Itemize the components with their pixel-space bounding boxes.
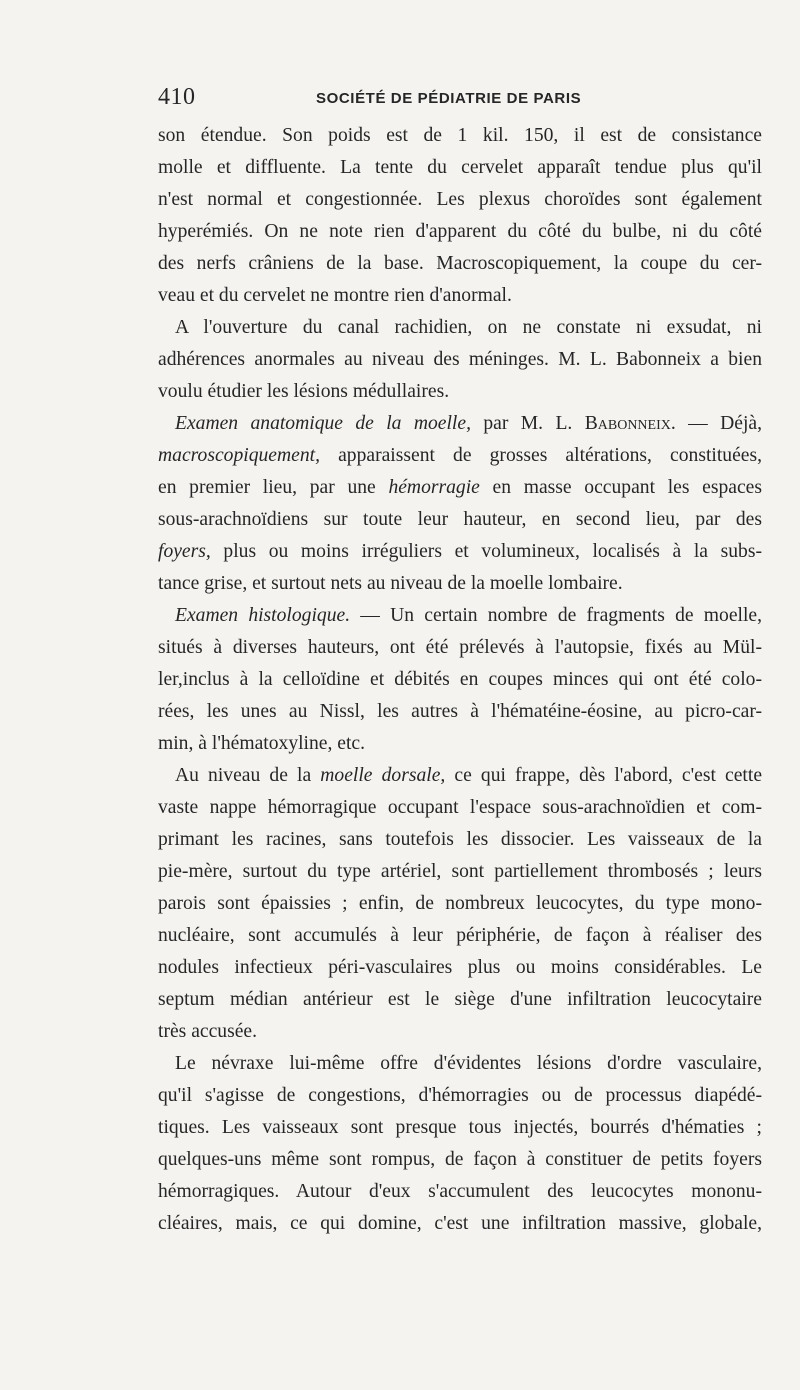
- text-run: ce qui frappe, dès l'abord, c'est cette: [445, 765, 763, 786]
- text-line: adhérences anormales au niveau des méninges. M. L. Babonneix a bien: [158, 349, 762, 370]
- text-line: rées, les unes au Nissl, les autres à l'hématéine-éosine, au picro-car-: [158, 701, 762, 722]
- text-line: cléaires, mais, ce qui domine, c'est une infiltration massive, globale,: [158, 1213, 762, 1234]
- author-name: Babonneix: [584, 413, 671, 434]
- text-line: septum médian antérieur est le siège d'une infiltration leucocytaire: [158, 989, 762, 1010]
- text-line: primant les racines, sans toutefois les dissocier. Les vaisseaux de la: [158, 829, 762, 850]
- text-line: veau et du cervelet ne montre rien d'anormal.: [158, 285, 512, 306]
- text-line: nodules infectieux péri-vasculaires plus ou moins considérables. Le: [158, 957, 762, 978]
- text-line: des nerfs crâniens de la base. Macroscopiquement, la coupe du cer-: [158, 253, 762, 274]
- text-line: hémorragiques. Autour d'eux s'accumulent des leucocytes mononu-: [158, 1181, 762, 1202]
- text-line: [158, 760, 762, 792]
- text-line: n'est normal et congestionnée. Les plexus choroïdes sont également: [158, 189, 762, 210]
- text-line: [158, 408, 762, 440]
- text-line: sous-arachnoïdiens sur toute leur hauteur, en second lieu, par des: [158, 509, 762, 530]
- paragraph-5: [158, 760, 762, 1048]
- text-run: — Un certain nombre de fragments de moelle,: [350, 605, 762, 626]
- page-number: 410: [158, 84, 196, 110]
- paragraph-2: [158, 312, 762, 408]
- text-line: qu'il s'agisse de congestions, d'hémorragies ou de processus diapédé-: [158, 1085, 762, 1106]
- text-line: tance grise, et surtout nets au niveau de la moelle lombaire.: [158, 573, 623, 594]
- text-line: pie-mère, surtout du type artériel, sont partiellement thrombosés ; leurs: [158, 861, 762, 882]
- paragraph-4: [158, 600, 762, 760]
- text-line: [158, 600, 762, 632]
- text-line: son étendue. Son poids est de 1 kil. 150, il est de consistance: [158, 125, 762, 146]
- paragraph-3: [158, 408, 762, 600]
- text-line: molle et diffluente. La tente du cervelet apparaît tendue plus qu'il: [158, 157, 762, 178]
- text-line: très accusée.: [158, 1021, 257, 1042]
- text-line: quelques-uns même sont rompus, de façon à constituer de petits foyers: [158, 1149, 762, 1170]
- text-line: [158, 472, 762, 504]
- paragraph-6: [158, 1048, 762, 1240]
- body-text: [158, 120, 762, 1240]
- text-line: ler,inclus à la celloïdine et débités en coupes minces qui ont été colo-: [158, 669, 762, 690]
- text-run: plus ou moins irréguliers et volumineux, localisés à la subs-: [210, 541, 762, 562]
- text-run: . — Déjà,: [670, 413, 762, 434]
- page-header: [158, 84, 758, 116]
- section-heading: Examen histologique.: [175, 605, 351, 626]
- text-line: situés à diverses hauteurs, ont été prélevés à l'autopsie, fixés au Mül-: [158, 637, 762, 658]
- paragraph-1: [158, 120, 762, 312]
- text-run: en masse occupant les espaces: [479, 477, 762, 498]
- text-line: A l'ouverture du canal rachidien, on ne constate ni exsudat, ni: [175, 317, 762, 338]
- text-line: nucléaire, sont accumulés à leur périphérie, de façon à réaliser des: [158, 925, 762, 946]
- text-line: [158, 440, 762, 472]
- text-run: par M. L.: [470, 413, 585, 434]
- text-line: parois sont épaissies ; enfin, de nombreux leucocytes, du type mono-: [158, 893, 762, 914]
- text-line: Le névraxe lui-même offre d'évidentes lésions d'ordre vasculaire,: [175, 1053, 762, 1074]
- section-heading: Examen anatomique de la moelle,: [175, 413, 471, 434]
- text-line: min, à l'hématoxyline, etc.: [158, 733, 366, 754]
- text-line: [158, 536, 762, 568]
- text-line: voulu étudier les lésions médullaires.: [158, 381, 450, 402]
- text-line: vaste nappe hémorragique occupant l'espace sous-arachnoïdien et com-: [158, 797, 762, 818]
- emphasis: moelle dorsale,: [320, 765, 446, 786]
- text-line: hyperémiés. On ne note rien d'apparent du côté du bulbe, ni du côté: [158, 221, 762, 242]
- text-run: en premier lieu, par une: [158, 477, 389, 498]
- text-line: tiques. Les vaisseaux sont presque tous injectés, bourrés d'hématies ;: [158, 1117, 762, 1138]
- emphasis: hémorragie: [388, 477, 480, 498]
- emphasis: macroscopiquement,: [158, 445, 320, 466]
- running-title: SOCIÉTÉ DE PÉDIATRIE DE PARIS: [316, 90, 582, 107]
- emphasis: foyers,: [158, 541, 211, 562]
- text-run: apparaissent de grosses altérations, constituées,: [319, 445, 762, 466]
- text-run: Au niveau de la: [175, 765, 321, 786]
